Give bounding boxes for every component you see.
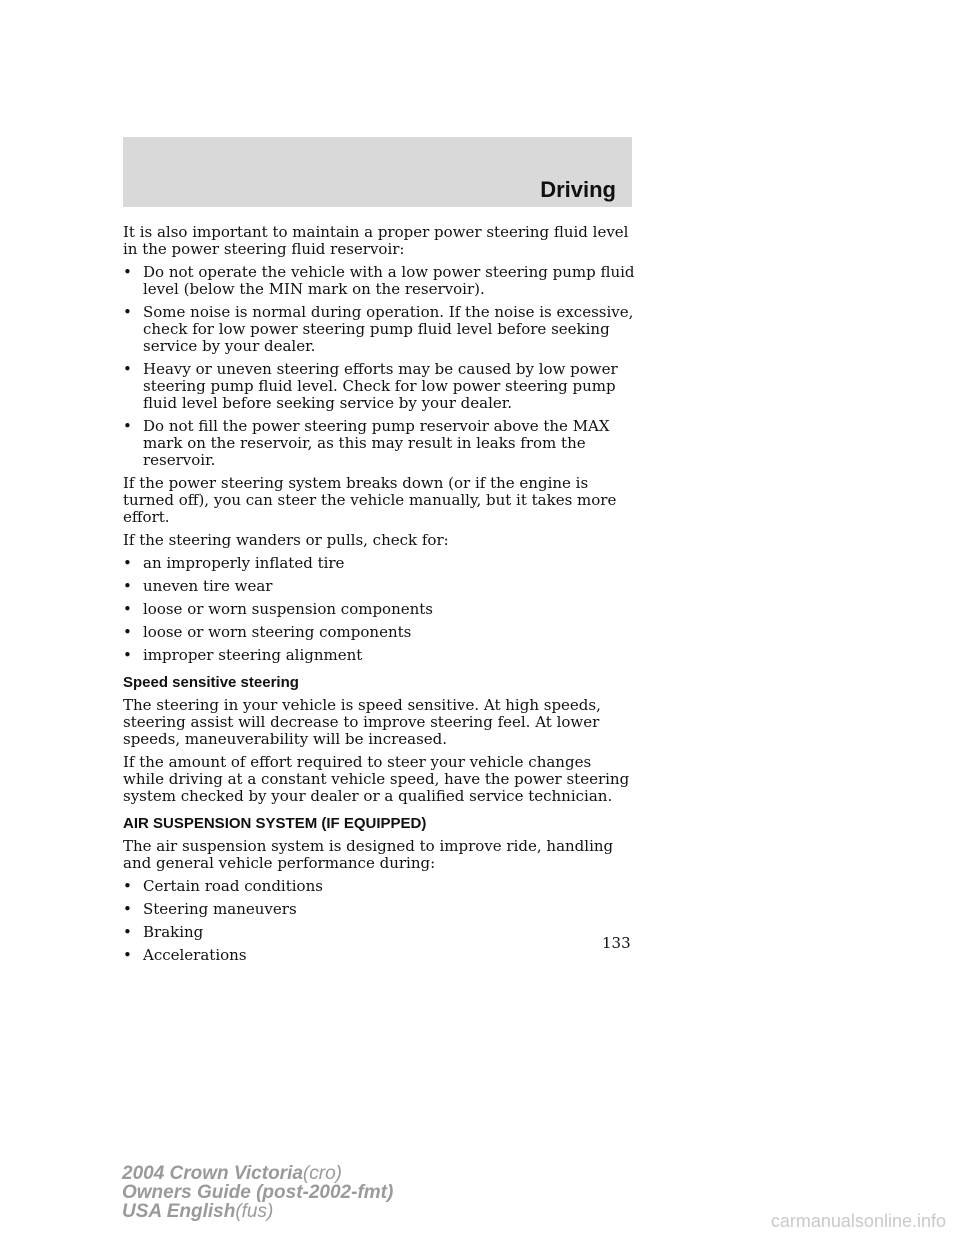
list-item [123, 647, 635, 664]
bullet-icon: • [123, 360, 132, 378]
wander-intro: If the steering wanders or pulls, check for: [123, 531, 449, 549]
page-number: 133 [602, 934, 631, 952]
list-item-text: Steering maneuvers [143, 900, 297, 918]
list-item [123, 947, 635, 964]
list-item-text: improper steering alignment [143, 646, 363, 664]
footer-language-code: (fus) [235, 1201, 274, 1222]
list-item-text: loose or worn suspension components [143, 600, 434, 618]
list-item-text: Braking [143, 923, 204, 941]
watermark: carmanualsonline.info [770, 1211, 946, 1231]
list-item-text: Accelerations [143, 946, 247, 964]
bullet-icon: • [123, 263, 132, 281]
footer-model-code: (cro) [302, 1163, 342, 1184]
list-item-text: Do not fill the power steering pump reservoir above the MAX mark on the reservoir, as this may result in leaks from the reservoir. [143, 417, 610, 469]
list-item [123, 264, 635, 298]
list-item [123, 304, 635, 355]
list-item [123, 924, 635, 941]
footer-guide: Owners Guide (post-2002-fmt) [122, 1182, 394, 1203]
list-item [123, 624, 635, 641]
air-bullet-list [123, 878, 635, 964]
bullet-icon: • [123, 303, 132, 321]
list-item-text: an improperly inflated tire [143, 554, 345, 572]
list-item [123, 418, 635, 469]
air-paragraph: The air suspension system is designed to improve ride, handling and general vehicle performance during: [123, 837, 614, 872]
wander-bullet-list [123, 555, 635, 664]
list-item-text: uneven tire wear [143, 577, 273, 595]
bullet-icon: • [123, 554, 132, 572]
intro-paragraph: It is also important to maintain a proper power steering fluid level in the power steering fluid reservoir: [123, 223, 629, 258]
bullet-icon: • [123, 946, 132, 964]
list-item [123, 901, 635, 918]
air-suspension-heading: AIR SUSPENSION SYSTEM (IF EQUIPPED) [123, 815, 427, 832]
list-item-text: Certain road conditions [143, 877, 323, 895]
bullet-icon: • [123, 646, 132, 664]
speed-paragraph-2: If the amount of effort required to steer your vehicle changes while driving at a constant vehicle speed, have the power steering system checked by your dealer or a qualified service technician. [123, 753, 630, 805]
fluid-bullet-list [123, 264, 635, 469]
speed-paragraph-1: The steering in your vehicle is speed sensitive. At high speeds, steering assist will decrease to improve steering feel. At lower speeds, maneuverability will be increased. [123, 696, 601, 748]
bullet-icon: • [123, 877, 132, 895]
bullet-icon: • [123, 417, 132, 435]
section-header-band [123, 137, 632, 207]
list-item [123, 878, 635, 895]
bullet-icon: • [123, 623, 132, 641]
document-footer [122, 1164, 393, 1221]
list-item-text: Some noise is normal during operation. If the noise is excessive, check for low power steering pump fluid level before seeking service by your dealer. [143, 303, 634, 355]
breakdown-paragraph: If the power steering system breaks down (or if the engine is turned off), you can steer the vehicle manually, but it takes more effort. [123, 474, 617, 526]
list-item [123, 578, 635, 595]
bullet-icon: • [123, 923, 132, 941]
bullet-icon: • [123, 600, 132, 618]
bullet-icon: • [123, 577, 132, 595]
speed-sensitive-heading: Speed sensitive steering [123, 674, 299, 691]
list-item [123, 555, 635, 572]
page-body [123, 224, 635, 970]
list-item-text: Heavy or uneven steering efforts may be caused by low power steering pump fluid level. Check for low power steering pump fluid level before seeking service by your dealer. [143, 360, 618, 412]
section-title: Driving [540, 177, 616, 202]
footer-language: USA English [122, 1201, 236, 1222]
list-item [123, 361, 635, 412]
list-item [123, 601, 635, 618]
bullet-icon: • [123, 900, 132, 918]
footer-model: 2004 Crown Victoria [122, 1163, 303, 1184]
list-item-text: loose or worn steering components [143, 623, 412, 641]
list-item-text: Do not operate the vehicle with a low power steering pump fluid level (below the MIN mark on the reservoir). [143, 263, 635, 298]
